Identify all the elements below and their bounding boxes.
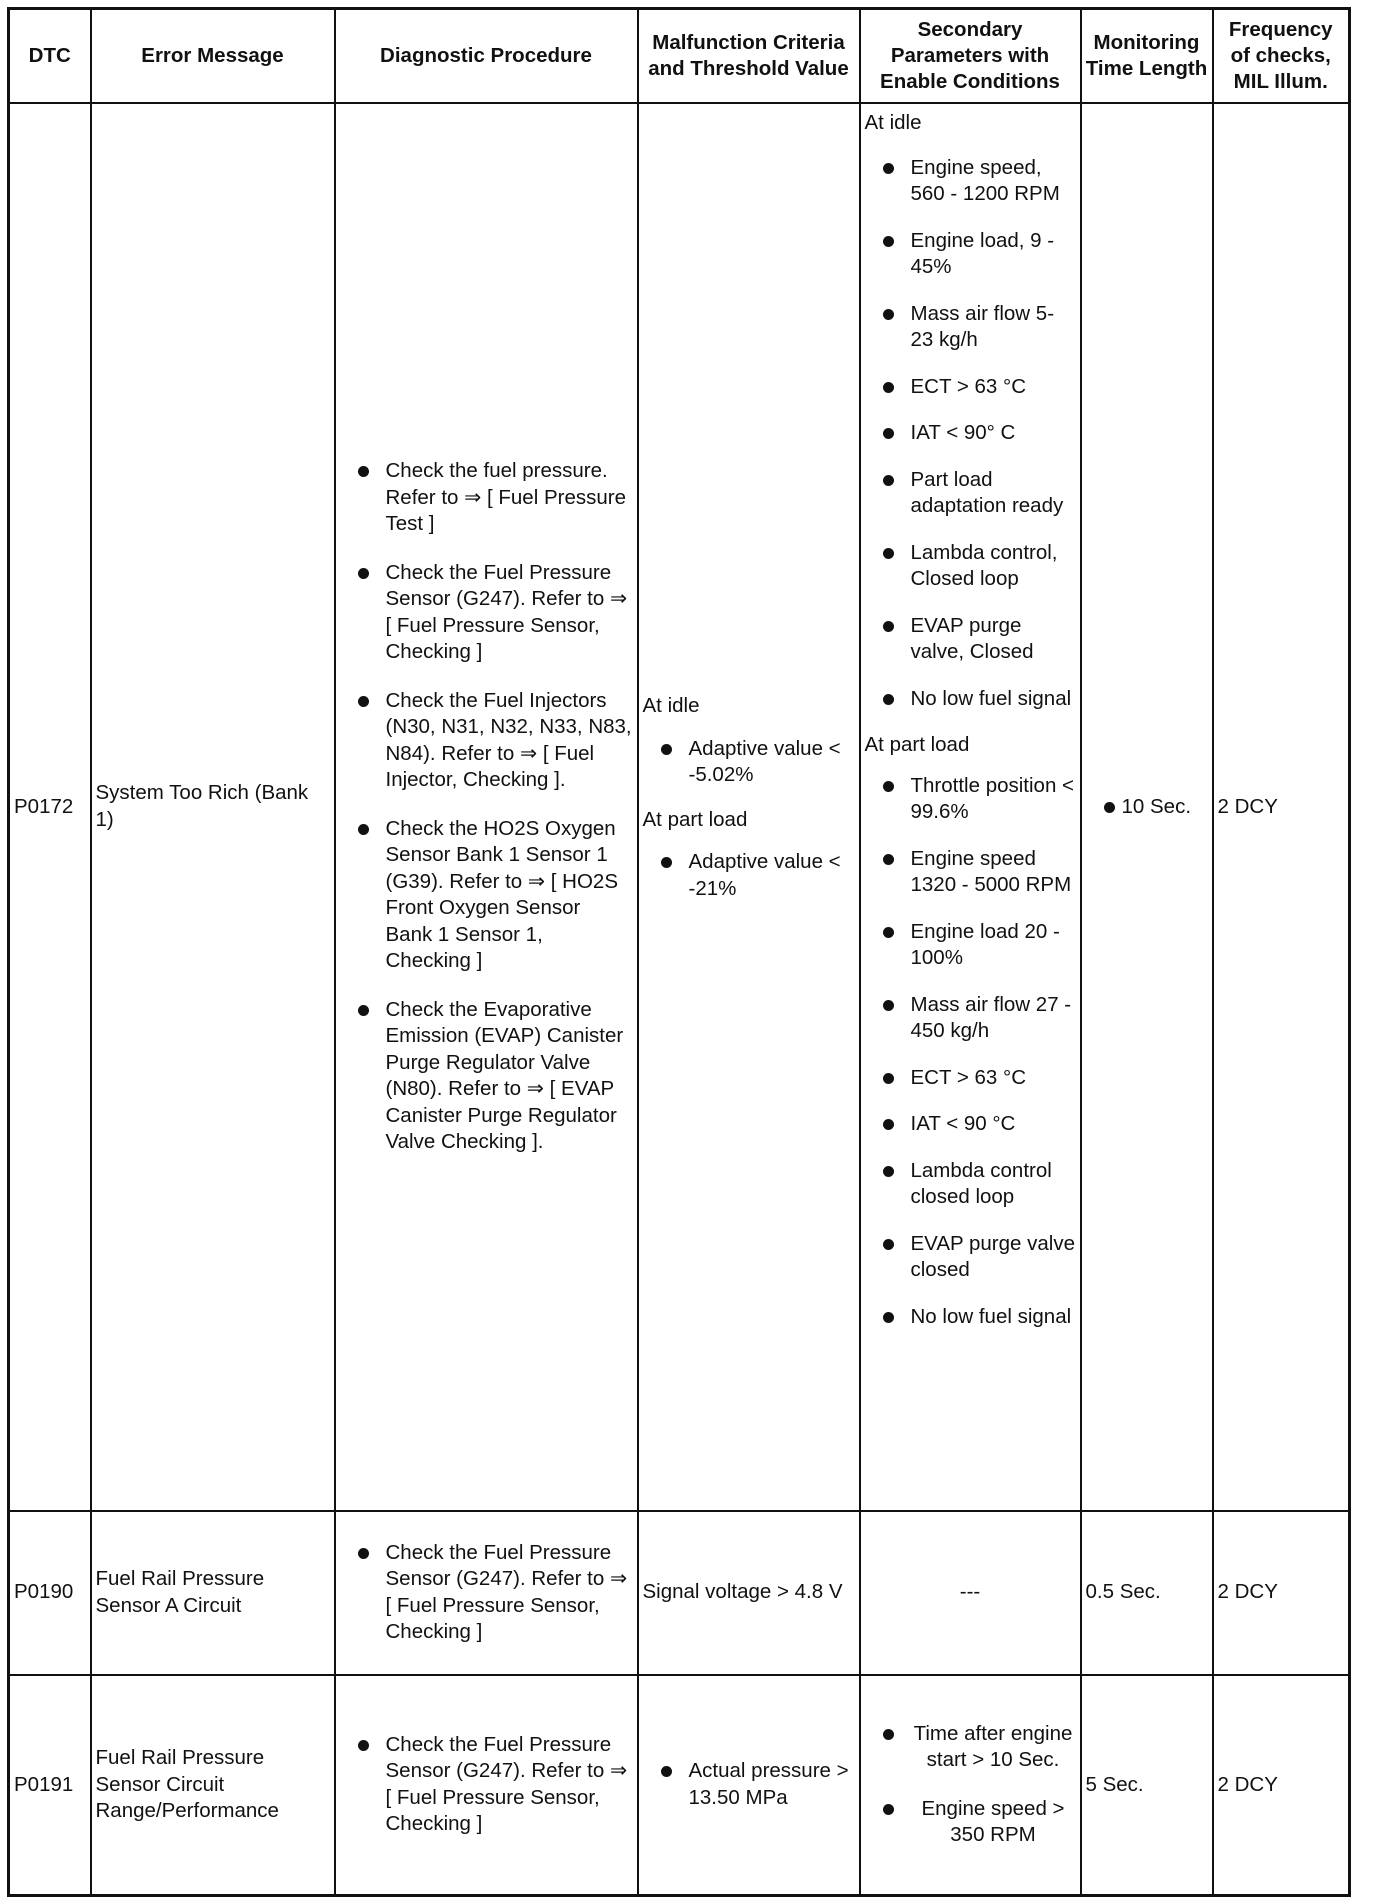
malfunction-criteria: Signal voltage > 4.8 V	[638, 1511, 860, 1675]
header-dtc: DTC	[9, 9, 91, 104]
list-item: IAT < 90° C	[865, 420, 1076, 447]
frequency: 2 DCY	[1213, 103, 1350, 1511]
header-diagnostic-procedure: Diagnostic Procedure	[335, 9, 638, 104]
list-item: Check the Fuel Injectors (N30, N31, N32, N33, N83, N84). Refer to ⇒ [ Fuel Injector, Checking ].	[340, 688, 633, 794]
secondary-parameters	[860, 103, 1081, 1511]
monitoring-time	[1081, 103, 1213, 1511]
header-frequency: Frequency of checks, MIL Illum.	[1213, 9, 1350, 104]
header-error-message: Error Message	[91, 9, 335, 104]
table-row	[9, 103, 1350, 1511]
list-item: Check the Evaporative Emission (EVAP) Canister Purge Regulator Valve (N80). Refer to ⇒ [ EVAP Canister Purge Regulator Valve Checking ].	[340, 997, 633, 1156]
table-row	[9, 1511, 1350, 1675]
diagnostic-procedure	[335, 1675, 638, 1896]
dtc-code: P0191	[9, 1675, 91, 1896]
list-item: ECT > 63 °C	[865, 374, 1076, 401]
dtc-code: P0190	[9, 1511, 91, 1675]
list-item: Engine speed, 560 - 1200 RPM	[865, 155, 1076, 208]
diagnostic-procedure	[335, 1511, 638, 1675]
list-item: Mass air flow 5-23 kg/h	[865, 301, 1076, 354]
monitoring-list	[1086, 794, 1208, 821]
procedure-list	[340, 458, 633, 1156]
procedure-list	[340, 1540, 633, 1646]
list-item: Check the Fuel Pressure Sensor (G247). Refer to ⇒ [ Fuel Pressure Sensor, Checking ]	[340, 1732, 633, 1838]
secondary-parameters	[860, 1675, 1081, 1896]
list-item: Engine load 20 - 100%	[865, 919, 1076, 972]
header-malfunction-criteria: Malfunction Criteria and Threshold Value	[638, 9, 860, 104]
malfunction-list	[643, 1758, 855, 1811]
header-secondary-parameters: Secondary Parameters with Enable Conditions	[860, 9, 1081, 104]
procedure-list	[340, 1732, 633, 1838]
list-item: 10 Sec.	[1086, 794, 1208, 821]
list-item: Adaptive value < -21%	[643, 849, 855, 902]
list-item: Actual pressure > 13.50 MPa	[643, 1758, 855, 1811]
section-label: At idle	[864, 111, 922, 134]
monitoring-time: 0.5 Sec.	[1081, 1511, 1213, 1675]
list-item: IAT < 90 °C	[865, 1111, 1076, 1138]
malfunction-idle-list	[643, 736, 855, 789]
section-label: At part load	[864, 733, 970, 756]
dtc-code: P0172	[9, 103, 91, 1511]
error-message: Fuel Rail Pressure Sensor A Circuit	[91, 1511, 335, 1675]
section-label: At idle	[642, 694, 700, 718]
monitoring-time: 5 Sec.	[1081, 1675, 1213, 1896]
list-item: ECT > 63 °C	[865, 1065, 1076, 1092]
list-item: Mass air flow 27 - 450 kg/h	[865, 992, 1076, 1045]
secondary-list	[865, 1721, 1076, 1849]
header-monitoring-time: Monitoring Time Length	[1081, 9, 1213, 104]
error-message: System Too Rich (Bank 1)	[91, 103, 335, 1511]
section-label: At part load	[642, 807, 748, 831]
secondary-parameters: ---	[860, 1511, 1081, 1675]
list-item: Part load adaptation ready	[865, 467, 1076, 520]
list-item: Check the fuel pressure. Refer to ⇒ [ Fuel Pressure Test ]	[340, 458, 633, 538]
list-item: No low fuel signal	[865, 686, 1076, 713]
table-row	[9, 1675, 1350, 1896]
list-item: Throttle position < 99.6%	[865, 773, 1076, 826]
frequency: 2 DCY	[1213, 1675, 1350, 1896]
list-item: Check the Fuel Pressure Sensor (G247). Refer to ⇒ [ Fuel Pressure Sensor, Checking ]	[340, 560, 633, 666]
malfunction-criteria	[638, 103, 860, 1511]
error-message: Fuel Rail Pressure Sensor Circuit Range/Performance	[91, 1675, 335, 1896]
list-item: Engine speed 1320 - 5000 RPM	[865, 846, 1076, 899]
malfunction-part-list	[643, 849, 855, 902]
list-item: Lambda control closed loop	[865, 1158, 1076, 1211]
frequency: 2 DCY	[1213, 1511, 1350, 1675]
list-item: Check the HO2S Oxygen Sensor Bank 1 Sensor 1 (G39). Refer to ⇒ [ HO2S Front Oxygen Sensor Bank 1 Sensor 1, Checking ]	[340, 816, 633, 975]
dtc-table	[7, 7, 1351, 1897]
malfunction-criteria	[638, 1675, 860, 1896]
header-row	[9, 9, 1350, 104]
diagnostic-procedure	[335, 103, 638, 1511]
list-item: Engine speed > 350 RPM	[865, 1796, 1076, 1849]
list-item: EVAP purge valve closed	[865, 1231, 1076, 1284]
list-item: Adaptive value < -5.02%	[643, 736, 855, 789]
list-item: No low fuel signal	[865, 1304, 1076, 1331]
list-item: Lambda control, Closed loop	[865, 540, 1076, 593]
list-item: Time after engine start > 10 Sec.	[865, 1721, 1076, 1774]
secondary-part-list	[865, 773, 1076, 1331]
list-item: Check the Fuel Pressure Sensor (G247). Refer to ⇒ [ Fuel Pressure Sensor, Checking ]	[340, 1540, 633, 1646]
list-item: Engine load, 9 - 45%	[865, 228, 1076, 281]
list-item: EVAP purge valve, Closed	[865, 613, 1076, 666]
secondary-idle-list	[865, 155, 1076, 713]
